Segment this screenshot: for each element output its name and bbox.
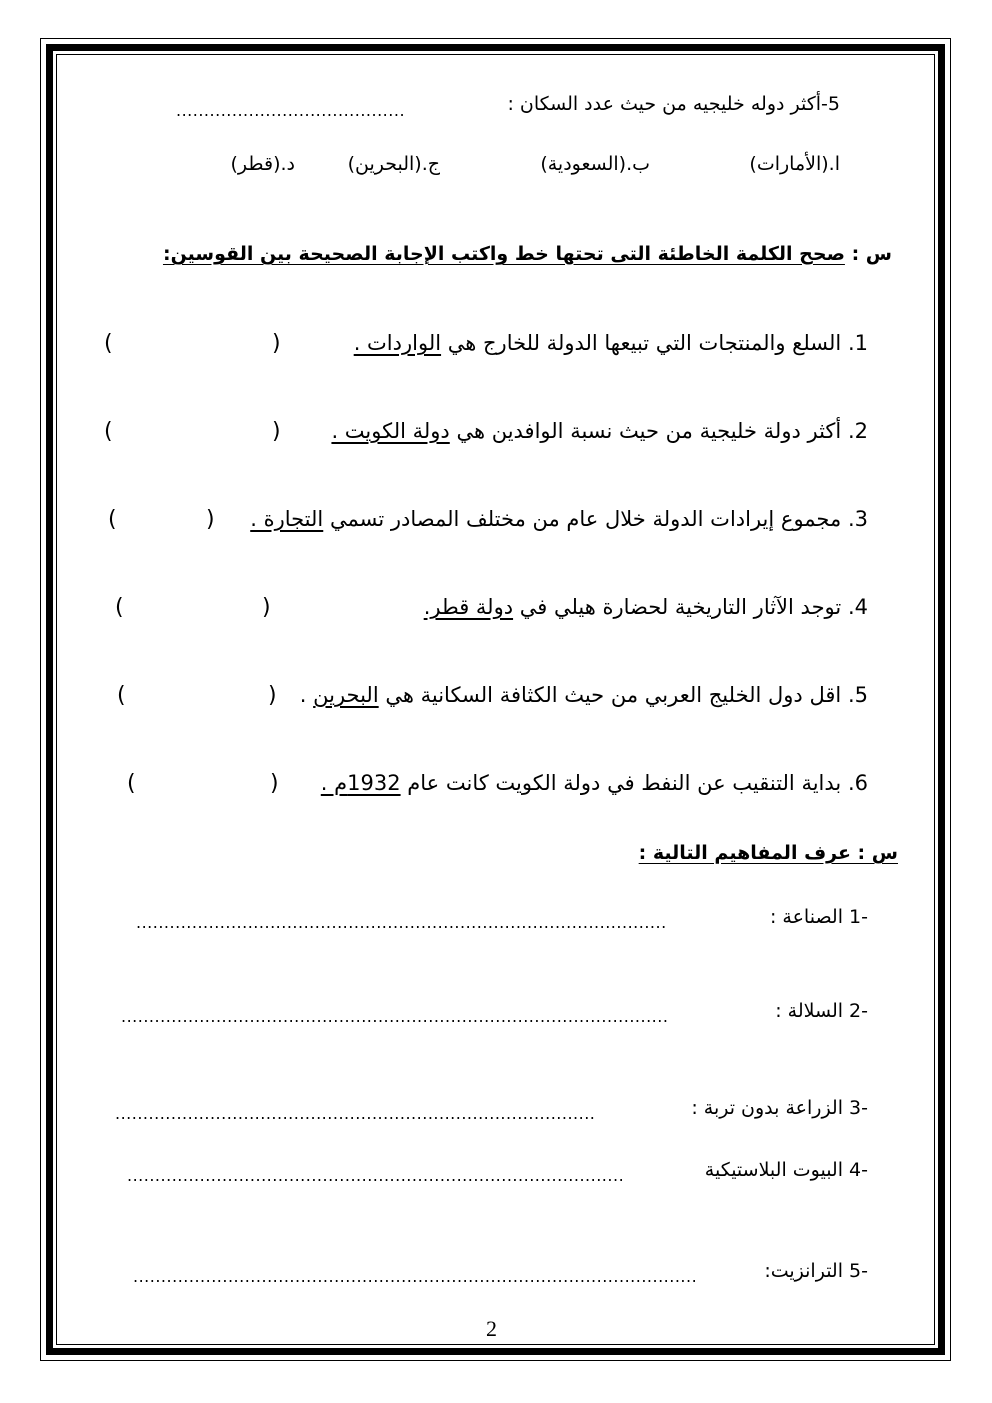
answer-paren-close: ( xyxy=(115,595,124,620)
answer-paren-open: ) xyxy=(272,331,281,356)
correct-item-4 xyxy=(424,595,868,619)
define-item-1-dots: ............................................................................................... xyxy=(136,913,667,932)
answer-paren-close: ( xyxy=(117,683,126,708)
item-underlined-word: دولة الكويت . xyxy=(331,419,450,443)
item-text: مجموع إيرادات الدولة خلال عام من مختلف المصادر تسمي xyxy=(329,507,842,531)
correct-item-6 xyxy=(321,771,868,795)
correct-item-5 xyxy=(300,683,868,707)
item-text: توجد الآثار التاريخية لحضارة هيلي في xyxy=(519,595,842,619)
item-number: 6. xyxy=(847,771,868,795)
section-define-title: س : عرف المفاهيم التالية : xyxy=(638,842,898,864)
answer-paren-close: ( xyxy=(127,771,136,796)
answer-paren-open: ) xyxy=(270,771,279,796)
define-item-1-label: -1 الصناعة : xyxy=(769,906,868,928)
item-underlined-word: الواردات . xyxy=(353,331,442,355)
item-text: السلع والمنتجات التي تبيعها الدولة للخارج هي xyxy=(447,331,842,355)
section-correct-heading xyxy=(163,243,892,265)
define-item-5-label: -5 الترانزيت: xyxy=(764,1260,868,1282)
item-underlined-word: التجارة . xyxy=(250,507,324,531)
item-text: بداية التنقيب عن النفط في دولة الكويت كانت عام xyxy=(407,771,842,795)
answer-paren-close: ( xyxy=(108,507,117,532)
item-number: 1. xyxy=(847,331,868,355)
item-underlined-word: دولة قطر. xyxy=(423,595,514,619)
page-number: 2 xyxy=(486,1316,497,1341)
section-correct-prefix: س : xyxy=(851,243,892,265)
item-trailing: . xyxy=(299,683,314,707)
mcq-option-b: ب.(السعودية) xyxy=(540,153,650,175)
define-item-3-dots: ...................................................................................... xyxy=(115,1104,596,1123)
mcq-option-d: د.(قطر) xyxy=(230,153,295,175)
define-item-4-label: -4 البيوت البلاستيكية xyxy=(704,1159,868,1181)
item-text: أكثر دولة خليجية من حيث نسبة الوافدين هي xyxy=(456,419,842,443)
item-underlined-word: البحرين xyxy=(313,683,379,707)
item-number: 2. xyxy=(847,419,868,443)
answer-paren-close: ( xyxy=(104,331,113,356)
define-item-2-label: -2 السلالة : xyxy=(775,1000,868,1022)
item-underlined-word: 1932م . xyxy=(320,771,401,795)
mcq-answer-dots: ......................................... xyxy=(176,101,406,120)
answer-paren-open: ) xyxy=(268,683,277,708)
correct-item-1 xyxy=(354,331,868,355)
correct-item-3 xyxy=(250,507,868,531)
mcq-option-c: ج.(البحرين) xyxy=(347,153,440,175)
define-item-2-dots: .................................................................................................. xyxy=(121,1007,669,1026)
mcq-question xyxy=(507,93,840,115)
define-item-5-dots: ..................................................................................................... xyxy=(133,1267,698,1286)
mcq-option-a: ا.(الأمارات) xyxy=(749,153,840,175)
define-item-3-label: -3 الزراعة بدون تربة : xyxy=(691,1097,868,1119)
define-item-4-dots: ......................................................................................... xyxy=(127,1166,625,1185)
correct-item-2 xyxy=(331,419,868,443)
answer-paren-open: ) xyxy=(206,507,215,532)
item-text: اقل دول الخليج العربي من حيث الكثافة السكانية هي xyxy=(385,683,842,707)
answer-paren-open: ) xyxy=(262,595,271,620)
item-number: 4. xyxy=(847,595,868,619)
answer-paren-open: ) xyxy=(272,419,281,444)
section-correct-title: صحح الكلمة الخاطئة التى تحتها خط واكتب الإجابة الصحيحة بين القوسين: xyxy=(162,243,845,265)
item-number: 3. xyxy=(847,507,868,531)
mcq-question-text: 5-أكثر دوله خليجيه من حيث عدد السكان : xyxy=(507,93,840,115)
answer-paren-close: ( xyxy=(104,419,113,444)
item-number: 5. xyxy=(847,683,868,707)
